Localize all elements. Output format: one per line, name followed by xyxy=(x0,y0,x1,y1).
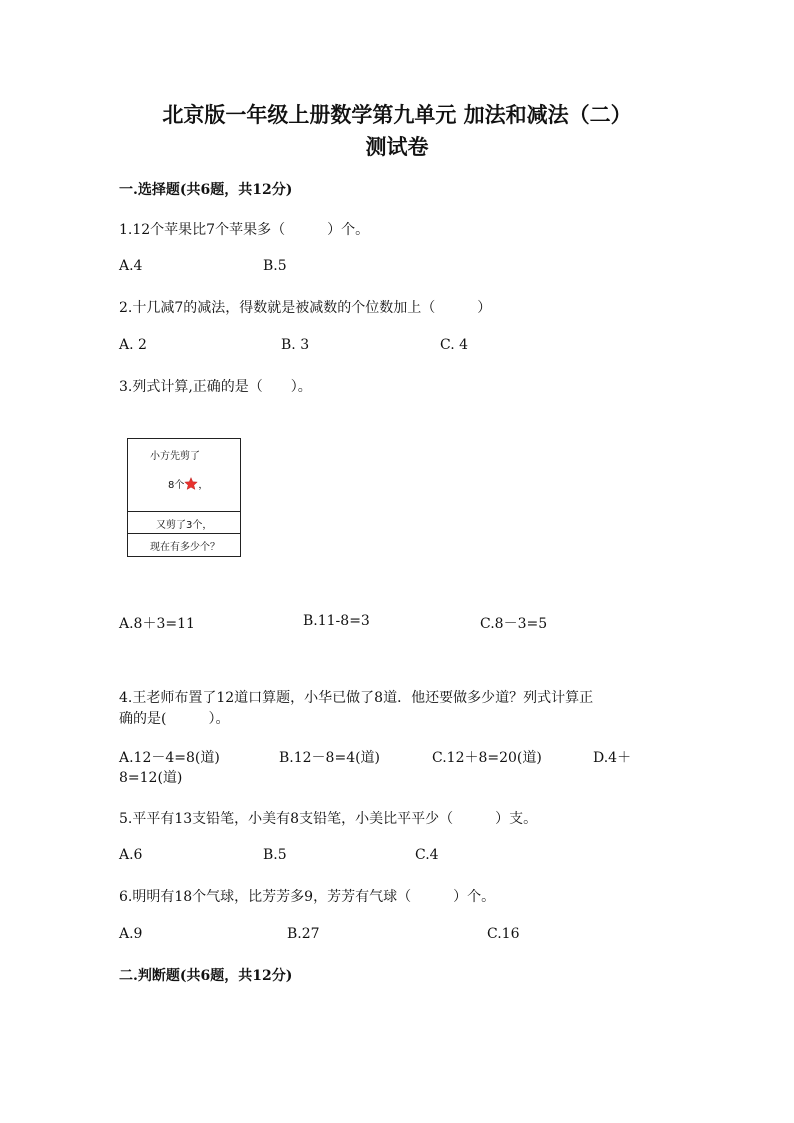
figure-line-2-suffix: ， xyxy=(198,480,209,491)
q4-option-a: A.12－4=8(道) xyxy=(119,750,220,766)
q5-option-a: A.6 xyxy=(119,847,143,863)
q1-option-a: A.4 xyxy=(119,258,143,274)
star-icon xyxy=(184,477,198,493)
question-3: 3.列式计算,正确的是（ ）。 xyxy=(119,379,312,395)
page-title-line2: 测试卷 xyxy=(365,134,429,159)
q1-option-b: B.5 xyxy=(263,258,287,274)
q6-option-b: B.27 xyxy=(287,926,320,942)
q4-option-b: B.12－8=4(道) xyxy=(279,750,381,766)
q3-option-b: B.11-8=3 xyxy=(303,613,370,629)
question-1: 1.12个苹果比7个苹果多（ ）个。 xyxy=(119,222,370,238)
question-6: 6.明明有18个气球，比芳芳多9，芳芳有气球（ ）个。 xyxy=(119,889,496,905)
q2-option-a: A. 2 xyxy=(119,337,147,353)
section-heading-choice: 一.选择题(共6题，共12分) xyxy=(119,182,293,198)
question-2: 2.十几减7的减法，得数就是被减数的个位数加上（ ） xyxy=(119,300,492,316)
question-4-line2: 确的是( ）。 xyxy=(119,711,230,727)
q6-option-c: C.16 xyxy=(487,926,520,942)
page-title-line1: 北京版一年级上册数学第九单元 加法和减法（二） xyxy=(162,102,632,127)
figure-line-2-prefix: 8个 xyxy=(168,480,185,491)
figure-bottom-cell xyxy=(128,533,240,556)
q4-option-d: D.4＋ xyxy=(593,750,632,766)
figure-middle-cell xyxy=(128,511,240,534)
figure-top-cell xyxy=(128,439,240,512)
q5-option-b: B.5 xyxy=(263,847,287,863)
q2-option-c: C. 4 xyxy=(440,337,469,353)
figure-line-4: 现在有多少个？ xyxy=(150,542,220,553)
figure-line-1: 小方先剪了 xyxy=(150,451,200,462)
q2-option-b: B. 3 xyxy=(281,337,310,353)
question-3-figure xyxy=(127,438,241,557)
q4-option-c: C.12＋8=20(道) xyxy=(432,750,542,766)
question-4-line1: 4.王老师布置了12道口算题，小华已做了8道．他还要做多少道？列式计算正 xyxy=(119,690,594,706)
q6-option-a: A.9 xyxy=(119,926,143,942)
question-5: 5.平平有13支铅笔，小美有8支铅笔，小美比平平少（ ）支。 xyxy=(119,811,538,827)
section-heading-judge: 二.判断题(共6题，共12分) xyxy=(119,968,293,984)
q4-option-d-wrap: 8=12(道) xyxy=(119,770,183,786)
q3-option-c: C.8－3=5 xyxy=(480,616,548,632)
q5-option-c: C.4 xyxy=(415,847,439,863)
figure-line-3: 又剪了3个， xyxy=(156,520,213,531)
q3-option-a: A.8＋3=11 xyxy=(119,616,195,632)
figure-line-2 xyxy=(168,476,208,493)
